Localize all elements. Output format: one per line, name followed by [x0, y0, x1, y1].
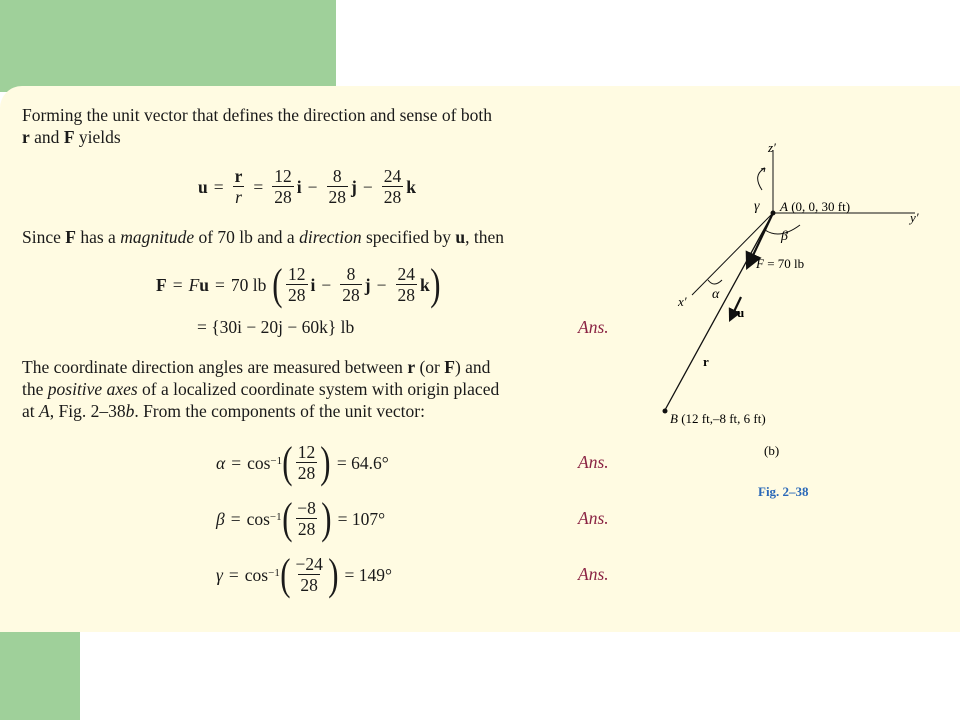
- paragraph-3-line-2: the positive axes of a localized coordinate system with origin placed: [22, 379, 500, 399]
- green-header-band: [0, 0, 336, 92]
- r-vector-line: [665, 213, 773, 410]
- point-a-dot: [771, 211, 776, 216]
- answer-label-alpha: Ans.: [578, 452, 609, 472]
- r-vector-label: r: [703, 354, 709, 369]
- paragraph-1-line-1: Forming the unit vector that defines the direction and sense of both: [22, 105, 492, 125]
- beta-label: β: [781, 229, 788, 244]
- figure-sub-label: (b): [764, 443, 780, 458]
- coordinate-diagram: [640, 130, 940, 510]
- answer-label-gamma: Ans.: [578, 564, 609, 584]
- z-axis-label: z′: [768, 140, 776, 155]
- x-axis-label: x′: [678, 294, 687, 309]
- x-axis-line: [692, 213, 773, 295]
- gamma-equation: γ = cos −1 ( $\frac{-24}{28}$ ) = 149°: [216, 550, 393, 599]
- answer-label-force: Ans.: [578, 317, 609, 337]
- paragraph-3-line-1: The coordinate direction angles are measured between r (or F) and: [22, 357, 491, 377]
- answer-label-beta: Ans.: [578, 508, 609, 528]
- paragraph-1-line-2: r and F yields: [22, 127, 121, 147]
- gamma-label: γ: [754, 199, 760, 214]
- alpha-arc: [708, 280, 722, 284]
- point-b-dot: [663, 409, 668, 414]
- alpha-label: α: [712, 287, 720, 302]
- unit-vector-equation: u = $\frac{r}{r}$ = $\frac{12}{28}$ i − $\frac{8}{28}$ j − $\frac{24}{28}$ k: [198, 166, 416, 207]
- force-equation: F = Fu = 70 lb ( $\frac{12}{28}$ i − $\frac{8}{28}$ j − $\frac{24}{28}$ k ): [156, 260, 441, 309]
- paragraph-2: Since F has a magnitude of 70 lb and a direction specified by u, then: [22, 227, 505, 247]
- figure-caption: Fig. 2–38: [758, 484, 809, 499]
- force-result: = {30i − 20j − 60k} lb: [197, 317, 355, 337]
- point-b-label: B (12 ft,–8 ft, 6 ft): [670, 411, 766, 426]
- alpha-equation: α = cos −1 ( $\frac{12}{28}$ ) = 64.6°: [216, 438, 389, 487]
- y-axis-label: y′: [910, 210, 919, 225]
- paragraph-3-line-3: at A, Fig. 2–38b. From the components of the unit vector:: [22, 401, 425, 421]
- beta-equation: β = cos −1 ( $\frac{-8}{28}$ ) = 107°: [216, 494, 386, 543]
- unit-vector-label: u: [737, 305, 745, 320]
- force-label: F = 70 lb: [756, 256, 805, 271]
- point-a-label: A (0, 0, 30 ft): [780, 199, 851, 214]
